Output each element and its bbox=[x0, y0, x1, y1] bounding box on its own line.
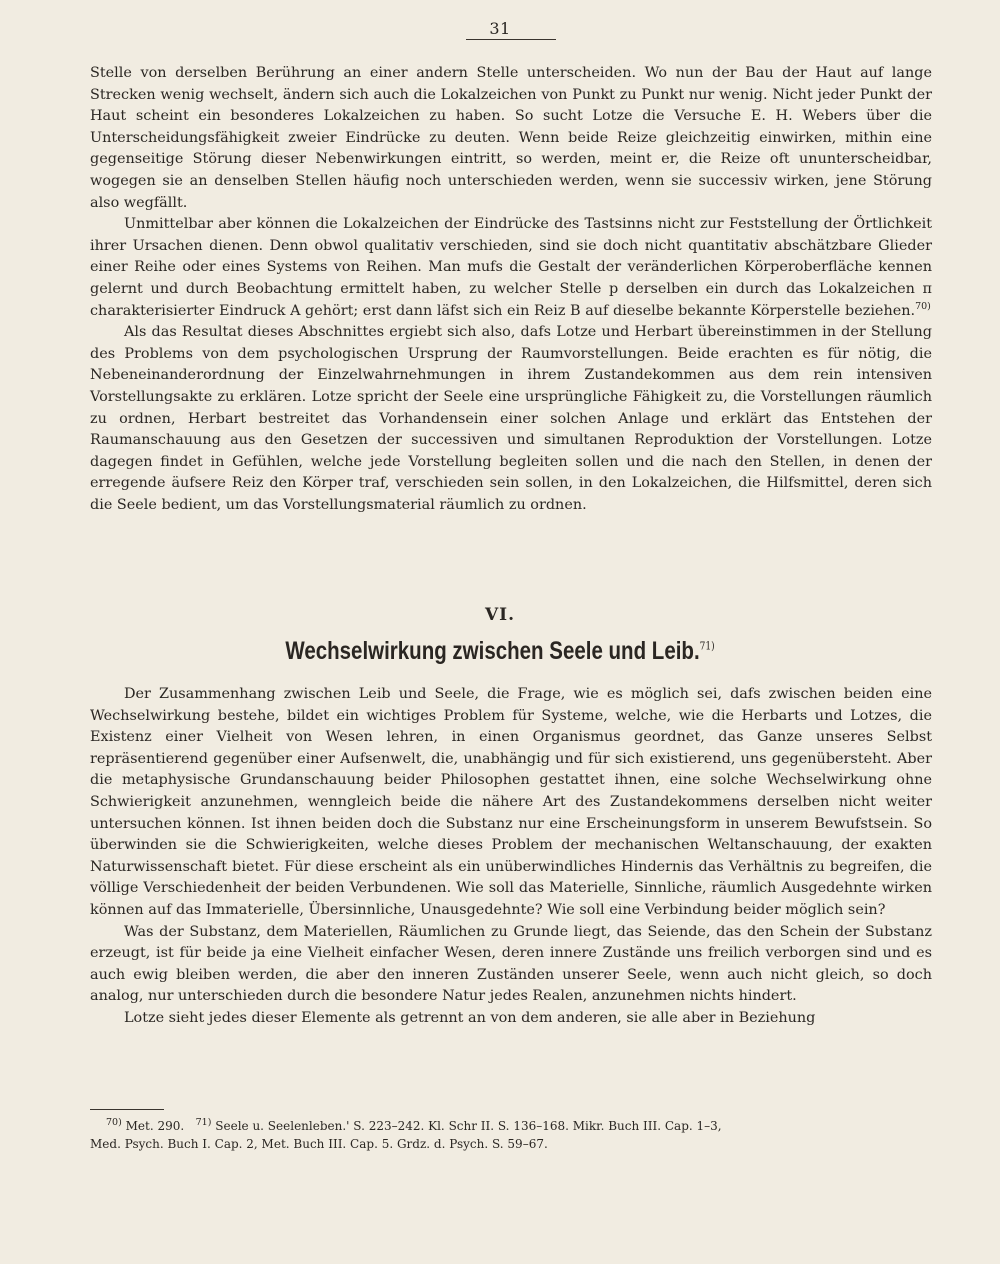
footnote-ref-70: 70) bbox=[915, 300, 931, 312]
paragraph: Der Zusammenhang zwischen Leib und Seele, die Frage, wie es möglich sei, dafs zwischen beiden eine Wechselwirkung bestehe, bildet ein wichtiges Problem für Systeme, welche, wie die Herbarts und Lotzes, die Existenz einer Vielheit von Wesen lehren, in einen Organismus geordnet, das Ganze unseres Selbst repräsentierend gegenüber einer Aufsenwelt, die, unabhängig und für sich existierend, uns gegenübersteht. Aber die metaphysische Grundanschauung beider Philosophen gestattet ihnen, eine solche Wechselwirkung ohne Schwierigkeit anzunehmen, wenngleich beide die nähere Art des Zustandekommens derselben nicht weiter untersuchen können. Ist ihnen beiden doch die Substanz nur eine Erscheinungsform in unserem Bewufstsein. So überwinden sie die Schwierigkeiten, welche dieses Problem der mechanischen Weltanschauung, der exakten Naturwissenschaft bietet. Für diese erscheint als ein unüberwindliches Hindernis das Verhältnis zu begreifen, die völlige Verschiedenheit der beiden Verbundenen. Wie soll das Materielle, Sinnliche, räumlich Ausgedehnte wirken können auf das Immaterielle, Übersinnliche, Unausgedehnte? Wie soll eine Verbindung beider möglich sein? bbox=[90, 686, 932, 918]
footnote-marker-71: 71) bbox=[195, 1117, 212, 1128]
footnote-rule bbox=[90, 1109, 164, 1110]
footnotes bbox=[90, 1117, 932, 1153]
text-block-bottom bbox=[90, 684, 932, 1030]
footnote-text: Met. 290. bbox=[125, 1119, 185, 1133]
paragraph-text: Unmittelbar aber können die Lokalzeichen der Eindrücke des Tastsinns nicht zur Feststellung der Örtlichkeit ihrer Ursachen dienen. Denn obwol qualitativ verschieden, sind sie doch nicht quantitativ abschätzbare Glieder einer Reihe oder eines Systems von Reihen. Man mufs die Gestalt der veränderlichen Körperoberfläche kennen gelernt und durch Beobachtung ermittelt haben, zu welcher Stelle p derselben ein durch das Lokalzeichen π charakterisierter Eindruck A gehört; erst dann läfst sich ein Reiz B auf dieselbe bekannte Körperstelle beziehen. bbox=[90, 216, 932, 319]
section-title-text: Wechselwirkung zwischen Seele und Leib. bbox=[285, 637, 700, 665]
footnote-text: Seele u. Seelenleben.' S. 223–242. Kl. Schr II. S. 136–168. Mikr. Buch III. Cap. 1–3, bbox=[215, 1119, 722, 1133]
paragraph: Stelle von derselben Berührung an einer andern Stelle unterscheiden. Wo nun der Bau der Haut auf lange Strecken wenig wechselt, ändern sich auch die Lokalzeichen von Punkt zu Punkt nur wenig. Nicht jeder Punkt der Haut scheint ein besonderes Lokalzeichen zu haben. So sucht Lotze die Versuche E. H. Webers über die Unterscheidungsfähigkeit zweier Eindrücke zu deuten. Wenn beide Reize gleichzeitig einwirken, mithin eine gegenseitige Störung dieser Nebenwirkungen eintritt, so werden, meint er, die Reize oft ununterscheidbar, wogegen sie an denselben Stellen häufig noch unterschieden werden, wenn sie successiv wirken, jene Störung also wegfällt. bbox=[90, 65, 932, 211]
text-block-top bbox=[90, 63, 932, 516]
paragraph: Was der Substanz, dem Materiellen, Räumlichen zu Grunde liegt, das Seiende, das den Schein der Substanz erzeugt, ist für beide ja eine Vielheit einfacher Wesen, deren innere Zustände uns freilich verborgen sind und es auch ewig bleiben werden, die aber den inneren Zuständen unserer Seele, wenn auch nicht gleich, so doch analog, nur unterschieden durch die besondere Natur jedes Realen, anzunehmen nichts hindert. bbox=[90, 923, 932, 1005]
paragraph bbox=[90, 214, 932, 322]
paragraph: Lotze sieht jedes dieser Elemente als getrennt an von dem anderen, sie alle aber in Beziehung bbox=[124, 1009, 816, 1026]
section-title bbox=[90, 637, 910, 666]
footnote-marker-70: 70) bbox=[106, 1117, 122, 1128]
page-number: 31 bbox=[489, 19, 511, 38]
paragraph: Als das Resultat dieses Abschnittes ergiebt sich also, dafs Lotze und Herbart übereinstimmen in der Stellung des Problems von dem psychologischen Ursprung der Raumvorstellungen. Beide erachten es für nötig, die Nebeneinanderordnung der Einzelwahrnehmungen in ihrem Zustandekommen aus dem rein intensiven Vorstellungsakte zu erklären. Lotze spricht der Seele eine ursprüngliche Fähigkeit zu, die Vorstellungen räumlich zu ordnen, Herbart bestreitet das Vorhandensein einer solchen Anlage und erklärt das Entstehen der Raumanschauung aus den Gesetzen der successiven und simultanen Reproduktion der Vorstellungen. Lotze dagegen findet in Gefühlen, welche jede Vorstellung begleiten sollen und die nach den Stellen, in denen der erregende äufsere Reiz den Körper traf, verschieden sein sollen, in den Lokalzeichen, die Hilfsmittel, deren sich die Seele bedient, um das Vorstellungsmaterial räumlich zu ordnen. bbox=[90, 324, 932, 513]
footnote-ref-71: 71) bbox=[699, 639, 715, 653]
header-rule bbox=[466, 39, 556, 40]
footnote-line: Med. Psych. Buch I. Cap. 2, Met. Buch III. Cap. 5. Grdz. d. Psych. S. 59–67. bbox=[90, 1137, 548, 1151]
footnote-line bbox=[90, 1117, 932, 1135]
section-number: VI. bbox=[484, 605, 516, 625]
